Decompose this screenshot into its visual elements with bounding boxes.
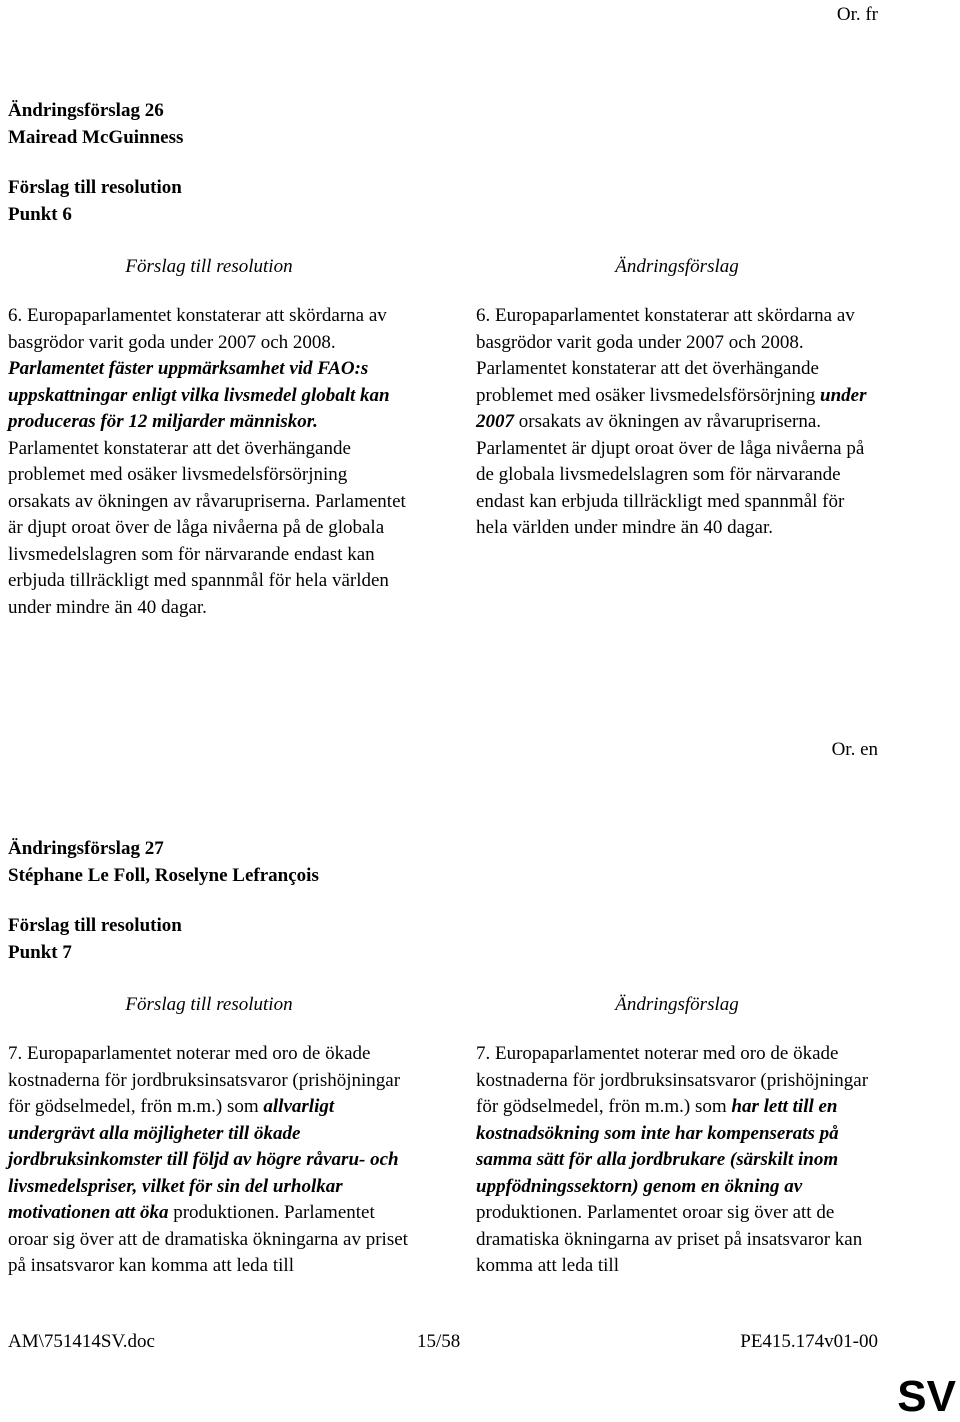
text-segment: 6. Europaparlamentet konstaterar att skördarna av basgrödor varit goda under 2007 och 2008. [8, 305, 387, 353]
amendment-26-author: Mairead McGuinness [8, 126, 184, 148]
amendment-27-target [8, 913, 182, 966]
amendment-26-original-text [8, 303, 410, 621]
footer-page-number: 15/58 [417, 1331, 461, 1352]
amendment-26-doc-label: Förslag till resolution [8, 177, 182, 198]
text-segment: orsakats av ökningen av råvarupriserna. Parlamentet är djupt oroat över de låga nivåerna på de globala livsmedelslagren som för närvarande endast kan erbjuda tillräckligt med spannmål för hela världen under mindre än 40 dagar. [476, 411, 865, 538]
amendment-27-title: Ändringsförslag 27 [8, 838, 164, 859]
original-language-label: Or. en [831, 739, 878, 760]
amendment-26-amended-text [476, 303, 878, 542]
text-segment: 6. Europaparlamentet konstaterar att skördarna av basgrödor varit goda under 2007 och 2008. Parlamentet konstaterar att det överhängande problemet med osäker livsmedelsförsörjning [476, 305, 855, 406]
text-segment: produktionen. Parlamentet oroar sig över att de dramatiska ökningarna av priset på insatsvaror kan komma att leda till [8, 1202, 408, 1276]
original-language-label: Or. fr [836, 4, 878, 25]
text-segment: 7. Europaparlamentet noterar med oro de ökade kostnaderna för jordbruksinsatsvaror (prishöjningar för gödselmedel, frön m.m.) som [476, 1043, 869, 1117]
inserted-text: under 2007 [476, 384, 867, 432]
amendment-26-right-heading: Ändringsförslag [615, 256, 739, 277]
text-segment: produktionen. Parlamentet oroar sig över att de dramatiska ökningarna av priset på insatsvaror kan komma att leda till [476, 1202, 863, 1276]
amendment-27-doc-label: Förslag till resolution [8, 915, 182, 936]
amendment-27-original-text [8, 1041, 410, 1280]
amendment-27-right-heading: Ändringsförslag [615, 994, 739, 1015]
amendment-26-header [8, 98, 183, 151]
amendment-27-header [8, 836, 319, 889]
text-segment: 7. Europaparlamentet noterar med oro de ökade kostnaderna för jordbruksinsatsvaror (prishöjningar för gödselmedel, frön m.m.) som [8, 1043, 401, 1117]
amendment-27-point: Punkt 7 [8, 941, 72, 963]
amendment-26-title: Ändringsförslag 26 [8, 100, 164, 121]
amendment-27-author: Stéphane Le Foll, Roselyne Lefrançois [8, 864, 319, 886]
footer-doc-reference: AM\751414SV.doc [8, 1331, 155, 1352]
text-segment: Parlamentet konstaterar att det överhängande problemet med osäker livsmedelsförsörjning orsakats av ökningen av råvarupriserna. Parlamentet är djupt oroat över de låga nivåerna på de globala livsmedelslagren som för närvarande endast kan erbjuda tillräckligt med spannmål för hela världen under mindre än 40 dagar. [8, 437, 406, 618]
amendment-26-target [8, 175, 182, 228]
amendment-27-left-heading: Förslag till resolution [125, 994, 293, 1015]
inserted-text: har lett till en kostnadsökning som inte har kompenserats på samma sätt för alla jordbrukare (särskilt inom uppfödningssektorn) genom en ökning av [476, 1096, 839, 1197]
amendment-27-amended-text [476, 1041, 878, 1280]
amendment-26-left-heading: Förslag till resolution [125, 256, 293, 277]
footer-pe-reference: PE415.174v01-00 [740, 1331, 878, 1352]
amendment-26-point: Punkt 6 [8, 203, 72, 225]
deleted-text: Parlamentet fäster uppmärksamhet vid FAO:s uppskattningar enligt vilka livsmedel globalt kan produceras för 12 miljarder människor. [8, 358, 390, 432]
deleted-text: allvarligt undergrävt alla möjligheter till ökade jordbruksinkomster till följd av högre råvaru- och livsmedelspriser, vilket för sin del urholkar motivationen att öka [8, 1096, 399, 1223]
language-code-mark: SV [897, 1372, 956, 1421]
